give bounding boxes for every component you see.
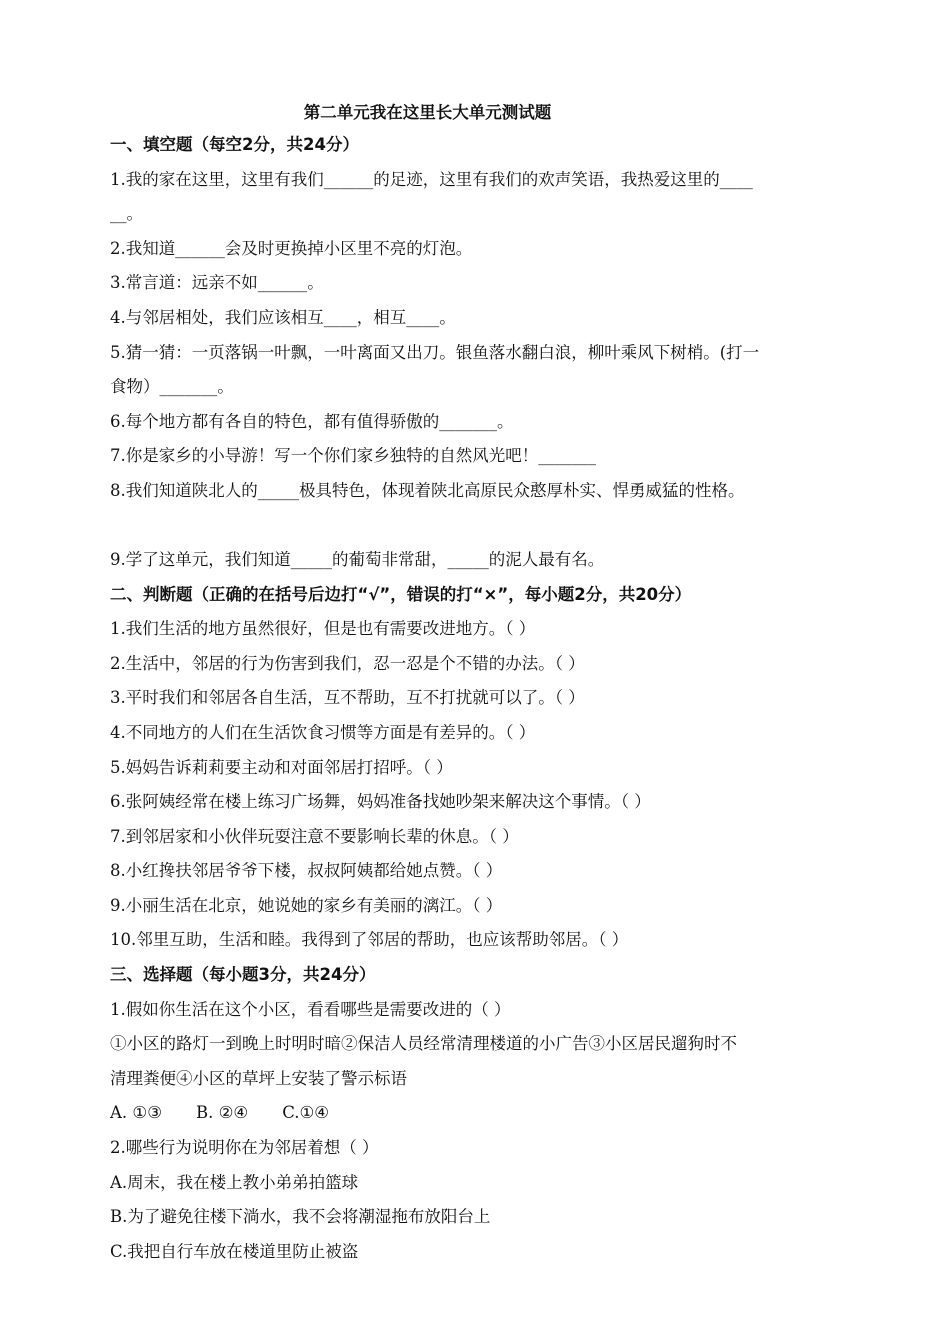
question-line: 3.平时我们和邻居各自生活，互不帮助，互不打扰就可以了。（ ） <box>110 688 585 708</box>
question-line: 8.我们知道陕北人的_____极具特色，体现着陕北高原民众憨厚朴实、悍勇威猛的性格。 <box>110 480 745 500</box>
question-line: 2.我知道______会及时更换掉小区里不亮的灯泡。 <box>110 238 473 258</box>
section-heading: 二、判断题（正确的在括号后边打“√”，错误的打“×”，每小题2分，共20分） <box>110 584 692 604</box>
question-line: A.周末，我在楼上教小弟弟拍篮球 <box>110 1172 359 1192</box>
question-line: 9.学了这单元，我们知道_____的葡萄非常甜，_____的泥人最有名。 <box>110 549 605 569</box>
option-item: A. ①③ <box>110 1103 162 1123</box>
question-line: ①小区的路灯一到晚上时明时暗②保洁人员经常清理楼道的小广告③小区居民遛狗时不 <box>110 1034 737 1054</box>
question-line: 5.猜一猜：一页落锅一叶飘，一叶离面又出刀。银鱼落水翻白浪，柳叶乘风下树梢。(打一 <box>110 342 760 362</box>
option-item: B. ②④ <box>196 1103 249 1123</box>
question-line: 2.生活中，邻居的行为伤害到我们，忍一忍是个不错的办法。（ ） <box>110 653 585 673</box>
document-title: 第二单元我在这里长大单元测试题 <box>303 103 552 122</box>
question-line: __。 <box>110 204 143 224</box>
option-item: C.①④ <box>282 1103 330 1123</box>
question-line: 7.到邻居家和小伙伴玩耍注意不要影响长辈的休息。（ ） <box>110 826 519 846</box>
question-line: 3.常言道：远亲不如______。 <box>110 273 324 293</box>
document-body <box>110 135 845 1276</box>
question-line: 食物）_______。 <box>110 377 234 397</box>
question-line: 7.你是家乡的小导游！写一个你们家乡独特的自然风光吧！_______ <box>110 446 596 466</box>
question-line: 5.妈妈告诉莉莉要主动和对面邻居打招呼。（ ） <box>110 757 453 777</box>
question-line: C.我把自行车放在楼道里防止被盗 <box>110 1241 359 1261</box>
question-line: 1.假如你生活在这个小区，看看哪些是需要改进的（ ） <box>110 999 511 1019</box>
question-line: 10.邻里互助，生活和睦。我得到了邻居的帮助，也应该帮助邻居。（ ） <box>110 930 629 950</box>
section-heading: 三、选择题（每小题3分，共24分） <box>110 965 376 985</box>
question-line: 1.我的家在这里，这里有我们______的足迹，这里有我们的欢声笑语，我热爱这里的____ <box>110 169 753 189</box>
question-line: 1.我们生活的地方虽然很好，但是也有需要改进地方。（ ） <box>110 619 536 639</box>
option-row <box>110 1103 845 1138</box>
question-line: 清理粪便④小区的草坪上安装了警示标语 <box>110 1068 407 1088</box>
question-line: 4.不同地方的人们在生活饮食习惯等方面是有差异的。（ ） <box>110 722 536 742</box>
question-line: 2.哪些行为说明你在为邻居着想（ ） <box>110 1138 379 1158</box>
question-line: 4.与邻居相处，我们应该相互____，相互____。 <box>110 307 456 327</box>
question-line: 6.张阿姨经常在楼上练习广场舞，妈妈准备找她吵架来解决这个事情。（ ） <box>110 792 651 812</box>
question-line: B.为了避免往楼下淌水，我不会将潮湿拖布放阳台上 <box>110 1207 491 1227</box>
section-heading: 一、填空题（每空2分，共24分） <box>110 135 359 154</box>
question-line: 8.小红搀扶邻居爷爷下楼，叔叔阿姨都给她点赞。（ ） <box>110 861 503 881</box>
question-line: 9.小丽生活在北京，她说她的家乡有美丽的漓江。（ ） <box>110 895 503 915</box>
question-line: 6.每个地方都有各自的特色，都有值得骄傲的_______。 <box>110 411 514 431</box>
